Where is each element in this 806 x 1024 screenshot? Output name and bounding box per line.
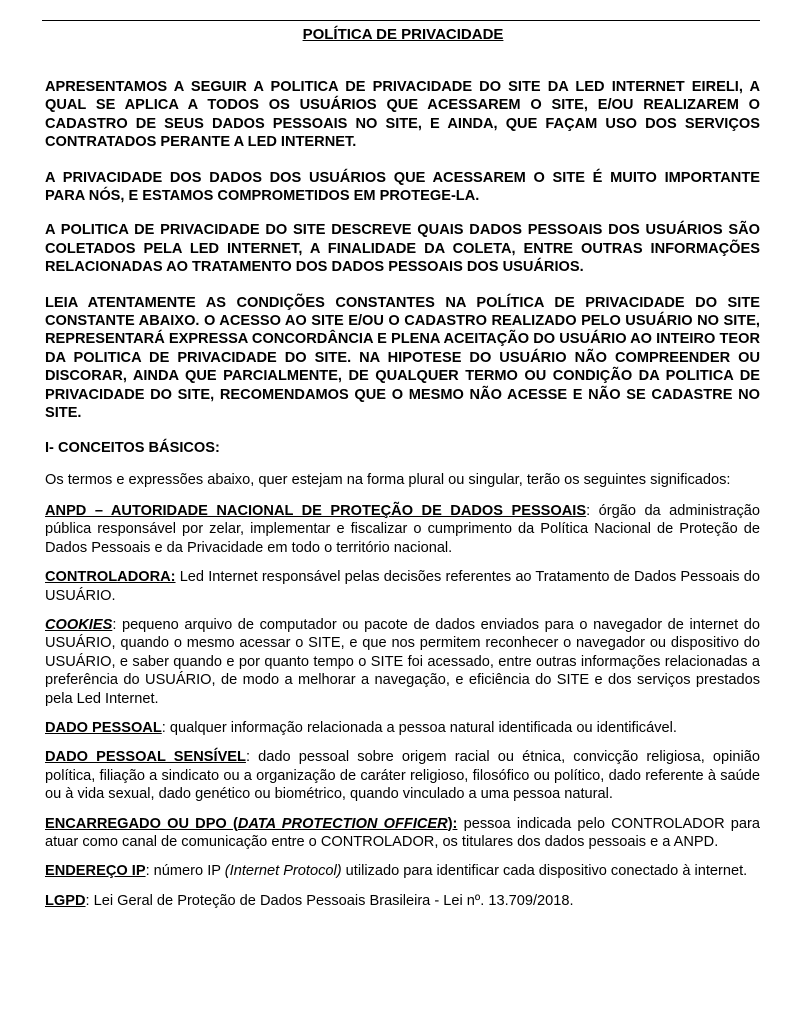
intro-paragraph-1: APRESENTAMOS A SEGUIR A POLITICA DE PRIVACIDADE DO SITE DA LED INTERNET EIRELI, A QUAL SE APLICA A TODOS OS USUÁRIOS QUE ACESSAREM O SITE, E/OU REALIZAREM O CADASTRO DE SEUS DADOS PESSOAIS NO SITE, E AINDA, QUE FAÇAM USO DOS SERVIÇOS CONTRATADOS PERANTE A LED INTERNET. bbox=[45, 79, 760, 151]
definition-dado-pessoal: DADO PESSOAL: qualquer informação relacionada a pessoa natural identificada ou identificável. bbox=[45, 719, 677, 736]
definition-text: Lei Geral de Proteção de Dados Pessoais Brasileira - Lei nº. 13.709/2018. bbox=[93, 892, 574, 909]
section-intro: Os termos e expressões abaixo, quer estejam na forma plural ou singular, terão os seguintes significados: bbox=[45, 471, 731, 488]
document-body bbox=[45, 78, 760, 921]
definition-dado-pessoal-sensivel: DADO PESSOAL SENSÍVEL: dado pessoal sobre origem racial ou étnica, convicção religiosa, opinião política, filiação a sindicato ou a organização de caráter religioso, filosófico ou político, dado referente à saúde ou à vida sexual, dado genético ou biométrico, quando vinculado a uma pessoa natural. bbox=[45, 749, 760, 803]
definition-term: LGPD bbox=[45, 892, 86, 909]
definition-controladora bbox=[45, 568, 760, 605]
definition-term: ENCARREGADO OU DPO (DATA PROTECTION OFFICER): bbox=[45, 815, 458, 832]
definition-term: DADO PESSOAL bbox=[45, 719, 162, 736]
definition-term: CONTROLADORA: bbox=[45, 569, 176, 586]
intro-paragraph-4: LEIA ATENTAMENTE AS CONDIÇÕES CONSTANTES NA POLÍTICA DE PRIVACIDADE DO SITE CONSTANTE ABAIXO. O ACESSO AO SITE E/OU O CADASTRO REALIZADO PELO USUÁRIO NO SITE, REPRESENTARÁ EXPRESSA CONCORDÂNCIA E PLENA ACEITAÇÃO DO USUÁRIO AO INTEIRO TEOR DA POLITICA DE PRIVACIDADE DO SITE. NA HIPOTESE DO USUÁRIO NÃO COMPREENDER OU DISCORAR, AINDA QUE PARCIALMENTE, DE QUALQUER TERMO OU CONDIÇÃO DA POLITICA DE PRIVACIDADE DO SITE, RECOMENDAMOS QUE O MESMO NÃO ACESSE E NÃO SE CADASTRE NO SITE. bbox=[45, 294, 760, 422]
definition-text: pequeno arquivo de computador ou pacote de dados enviados para o navegador de internet do USUÁRIO, quando o mesmo acessar o SITE, e que nos permitem reconhecer o navegador ou dispositivo do USUÁRIO, e saber quando e por quanto tempo o SITE foi acessado, entre outras informações relacionadas a preferência do USUÁRIO, de modo a melhorar a navegação, e eficiência do SITE e dos serviços prestados pela Led Internet. bbox=[45, 616, 760, 707]
section-heading: I- CONCEITOS BÁSICOS: bbox=[45, 439, 220, 456]
definition-term: ENDEREÇO IP bbox=[45, 863, 146, 880]
header-rule bbox=[42, 20, 760, 21]
definition-cookies: COOKIES: pequeno arquivo de computador ou pacote de dados enviados para o navegador de internet do USUÁRIO, quando o mesmo acessar o SITE, e que nos permitem reconhecer o navegador ou dispositivo do USUÁRIO, e saber quando e por quanto tempo o SITE foi acessado, entre outras informações relacionadas a preferência do USUÁRIO, de modo a melhorar a navegação, e eficiência do SITE e dos serviços prestados pela Led Internet. bbox=[45, 616, 760, 707]
intro-paragraph-3: A POLITICA DE PRIVACIDADE DO SITE DESCREVE QUAIS DADOS PESSOAIS DOS USUÁRIOS SÃO COLETADOS PELA LED INTERNET, A FINALIDADE DA COLETA, ENTRE OUTRAS INFORMAÇÕES RELACIONADAS AO TRATAMENTO DOS DADOS PESSOAIS DOS USUÁRIOS. bbox=[45, 222, 760, 276]
definition-term: COOKIES bbox=[45, 616, 113, 633]
definition-lgpd: LGPD: Lei Geral de Proteção de Dados Pessoais Brasileira - Lei nº. 13.709/2018. bbox=[45, 892, 574, 909]
definition-text: órgão da administração pública responsável por zelar, implementar e fiscalizar o cumprimento da Política Nacional de Proteção de Dados Pessoais e da Privacidade em todo o território nacional. bbox=[45, 502, 761, 556]
definition-text: pessoa indicada pelo CONTROLADOR para atuar como canal de comunicação entre o CONTROLADOR, os titulares dos dados pessoais e a ANPD. bbox=[45, 815, 760, 850]
definition-anpd: ANPD – AUTORIDADE NACIONAL DE PROTEÇÃO DE DADOS PESSOAIS: órgão da administração pública responsável por zelar, implementar e fiscalizar o cumprimento da Política Nacional de Proteção de Dados Pessoais e da Privacidade em todo o território nacional. bbox=[45, 502, 761, 556]
definition-endereco-ip: ENDEREÇO IP: número IP (Internet Protocol) utilizado para identificar cada dispositivo conectado à internet. bbox=[45, 863, 748, 880]
definition-text: dado pessoal sobre origem racial ou étnica, convicção religiosa, opinião política, filiação a sindicato ou a organização de caráter religioso, filosófico ou político, dado referente à saúde ou à vida sexual, dado genético ou biométrico, quando vinculado a uma pessoa natural. bbox=[45, 749, 760, 803]
document-title: POLÍTICA DE PRIVACIDADE bbox=[302, 26, 504, 43]
definition-term: DADO PESSOAL SENSÍVEL bbox=[45, 749, 246, 766]
definition-text: número IP (Internet Protocol) utilizado para identificar cada dispositivo conectado à internet. bbox=[153, 863, 748, 880]
intro-paragraph-2: A PRIVACIDADE DOS DADOS DOS USUÁRIOS QUE ACESSAREM O SITE É MUITO IMPORTANTE PARA NÓS, E ESTAMOS COMPROMETIDOS EM PROTEGE-LA. bbox=[45, 169, 760, 205]
definition-encarregado bbox=[45, 815, 760, 852]
definition-text: Led Internet responsável pelas decisões referentes ao Tratamento de Dados Pessoais do USUÁRIO. bbox=[45, 569, 760, 604]
definition-text: qualquer informação relacionada a pessoa natural identificada ou identificável. bbox=[169, 719, 677, 736]
definition-term: ANPD – AUTORIDADE NACIONAL DE PROTEÇÃO DE DADOS PESSOAIS bbox=[45, 502, 587, 519]
